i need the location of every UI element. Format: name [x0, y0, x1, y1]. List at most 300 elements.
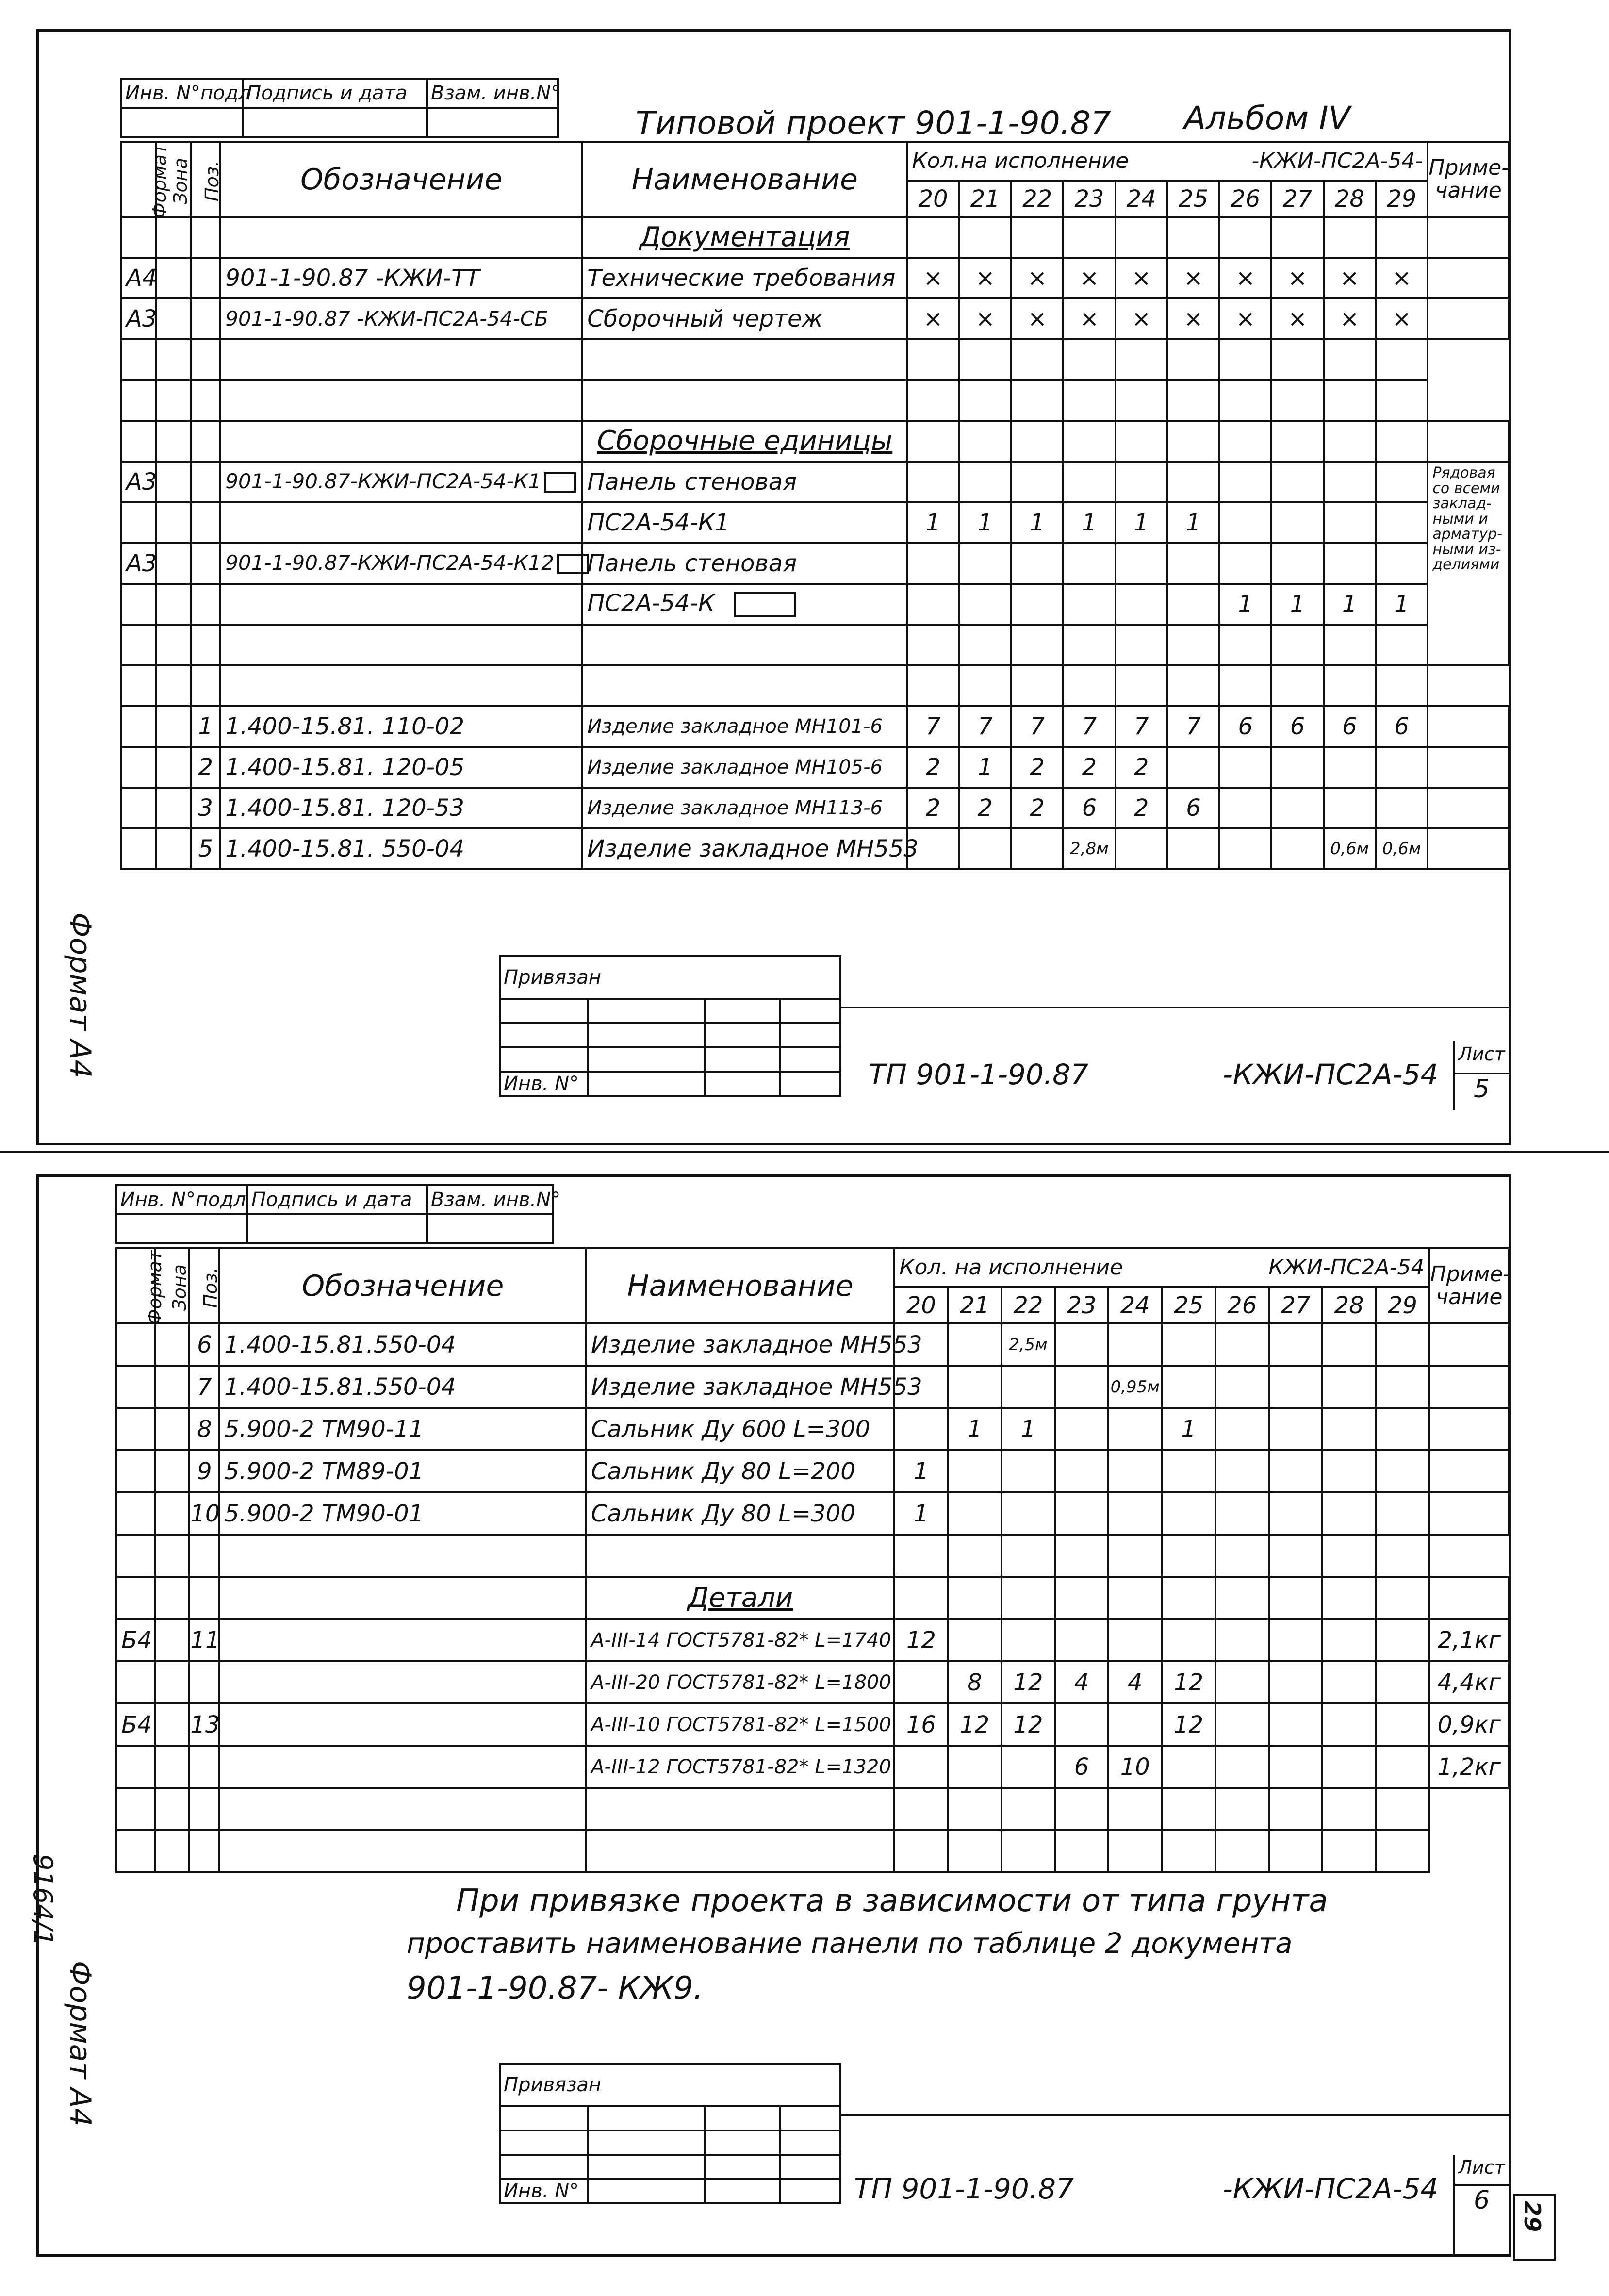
cell-qty: [1063, 543, 1115, 584]
cell-qty: [907, 217, 959, 258]
table-row: [116, 1492, 1509, 1535]
cell-name: [582, 747, 907, 788]
cell-empty: [156, 665, 191, 706]
cell-empty: [1322, 1830, 1376, 1872]
cell-qty: [1271, 543, 1323, 584]
cell-qty: [1271, 462, 1323, 502]
table-row: [116, 1703, 1509, 1746]
cell-empty: [155, 1788, 189, 1830]
cell-qty: [1376, 502, 1428, 543]
cell-qty: [1376, 421, 1428, 462]
cell-qty: [1322, 1661, 1376, 1703]
cell-empty: [1271, 339, 1323, 380]
cell-empty: [116, 1830, 155, 1872]
cell-empty: [1324, 380, 1376, 421]
cell-empty: [582, 665, 907, 706]
cell-qty: 1: [1116, 502, 1167, 543]
cell-format: А4: [121, 258, 156, 298]
cell-pos: 1: [191, 706, 220, 747]
cell-note: [1428, 421, 1509, 462]
cell-qty: [1002, 1366, 1055, 1408]
cell-empty: [1271, 380, 1323, 421]
cell-designation: [220, 502, 582, 543]
name-text: А-III-12 ГОСТ5781-82* L=1320: [591, 1755, 891, 1778]
cell-pos: 5: [191, 828, 220, 869]
cell-format: Б4: [116, 1703, 155, 1746]
cell-empty: [1324, 625, 1376, 665]
cell-qty: [1324, 462, 1376, 502]
cell-name: [582, 788, 907, 828]
cell-zone: [156, 258, 191, 298]
cell-empty: [116, 1535, 155, 1577]
bottom-format-label: Формат А4: [63, 1961, 97, 2127]
cell-qty: [1219, 502, 1271, 543]
cell-name: [582, 298, 907, 339]
cell-note: [1428, 298, 1509, 339]
cell-qty: 12: [894, 1619, 948, 1661]
cell-zone: [155, 1492, 189, 1535]
cell-qty: 6: [1271, 706, 1323, 747]
cell-qty: [1376, 1408, 1429, 1450]
cell-designation: [219, 1577, 586, 1619]
cell-format: [116, 1577, 155, 1619]
cell-format: [121, 747, 156, 788]
table-row: [116, 1535, 1509, 1577]
cell-empty: [894, 1830, 948, 1872]
cell-qty: ×: [959, 298, 1011, 339]
bottom-code-left: ТП 901-1-90.87: [854, 2172, 1074, 2205]
hdr-col-22: 22: [1011, 181, 1063, 217]
section-title: Сборочные единицы: [582, 421, 907, 462]
name-text: А-III-14 ГОСТ5781-82* L=1740: [591, 1629, 891, 1652]
stamp-cell-sign: Подпись и дата: [243, 79, 427, 108]
cell-qty: [1002, 1492, 1055, 1535]
cell-qty: ×: [1116, 258, 1167, 298]
designation-text: 1.400-15.81.550-04: [224, 1331, 456, 1358]
cell-qty: [1162, 1323, 1215, 1366]
cell-name: [582, 543, 907, 584]
cell-name: [586, 1408, 894, 1450]
cell-empty: [948, 1788, 1002, 1830]
cell-qty: [959, 462, 1011, 502]
designation-text: 1.400-15.81. 550-04: [225, 835, 465, 862]
cell-designation: [220, 298, 582, 339]
cell-qty: [1324, 421, 1376, 462]
blank-box: [544, 472, 576, 493]
cell-qty: [1011, 462, 1063, 502]
cell-empty: [220, 625, 582, 665]
hdr-col-24: 24: [1108, 1287, 1162, 1323]
hdr-col-24: 24: [1116, 181, 1167, 217]
cell-qty: 2: [959, 788, 1011, 828]
cell-zone: [156, 584, 191, 625]
cell-designation: [219, 1746, 586, 1788]
cell-qty: [894, 1577, 948, 1619]
cell-empty: [220, 380, 582, 421]
table-row: [121, 380, 1509, 421]
cell-empty: [948, 1830, 1002, 1872]
cell-qty: ×: [1219, 298, 1271, 339]
cell-qty: [1219, 788, 1271, 828]
cell-empty: [948, 1535, 1002, 1577]
cell-qty: 1: [1167, 502, 1219, 543]
hdr-note: Приме-чание: [1428, 142, 1509, 217]
cell-empty: [1063, 380, 1115, 421]
cell-name: [586, 1492, 894, 1535]
cell-note: 2,1кг: [1429, 1619, 1510, 1661]
hdr-col-27: 27: [1271, 181, 1323, 217]
cell-qty: [1269, 1619, 1322, 1661]
cell-qty: ×: [907, 258, 959, 298]
designation-text: 5.900-2 ТМ90-11: [224, 1415, 424, 1443]
cell-empty: [1215, 1535, 1269, 1577]
cell-qty: 1: [894, 1492, 948, 1535]
designation-text: 5.900-2 ТМ89-01: [224, 1457, 424, 1485]
cell-qty: ×: [1063, 298, 1115, 339]
cell-qty: 7: [907, 706, 959, 747]
table-row: [121, 543, 1509, 584]
top-spec-table: [120, 141, 1510, 870]
cell-qty: [1063, 584, 1115, 625]
cell-qty: 8: [948, 1661, 1002, 1703]
cell-qty: [1215, 1746, 1269, 1788]
cell-qty: [1055, 1323, 1108, 1366]
table-row: [116, 1577, 1509, 1619]
table-row: [121, 747, 1509, 788]
cell-qty: 2: [1116, 788, 1167, 828]
cell-qty: [1322, 1323, 1376, 1366]
cell-empty: [1167, 339, 1219, 380]
cell-format: [121, 706, 156, 747]
table-row: [116, 1661, 1509, 1703]
cell-empty: [959, 625, 1011, 665]
top-list-number: 5: [1453, 1073, 1510, 1104]
cell-name: [582, 462, 907, 502]
name-text: А-III-10 ГОСТ5781-82* L=1500: [591, 1713, 891, 1736]
cell-qty: [1108, 1323, 1162, 1366]
cell-qty: [1271, 828, 1323, 869]
cell-qty: [1271, 747, 1323, 788]
name-text: Изделие закладное МН105-6: [587, 756, 883, 778]
cell-note: 1,2кг: [1429, 1746, 1510, 1788]
cell-qty: 1: [1324, 584, 1376, 625]
cell-empty: [220, 665, 582, 706]
cell-empty: [894, 1535, 948, 1577]
cell-zone: [155, 1323, 189, 1366]
doc-title: Типовой проект 901-1-90.87: [636, 104, 1111, 142]
cell-designation: [220, 706, 582, 747]
cell-pos: [191, 584, 220, 625]
cell-qty: ×: [907, 298, 959, 339]
cell-empty: [1011, 665, 1063, 706]
cell-pos: 2: [191, 747, 220, 788]
cell-qty: [1324, 788, 1376, 828]
cell-empty: [191, 380, 220, 421]
cell-qty: [1063, 217, 1115, 258]
cell-zone: [155, 1366, 189, 1408]
cell-qty: [1322, 1408, 1376, 1450]
cell-qty: [1322, 1492, 1376, 1535]
cell-qty: [1162, 1619, 1215, 1661]
cell-qty: [1376, 1577, 1429, 1619]
cell-qty: [1116, 828, 1167, 869]
name-text: Изделие закладное МН553: [591, 1373, 922, 1401]
cell-format: [116, 1746, 155, 1788]
cell-qty: 12: [948, 1703, 1002, 1746]
cell-qty: [1376, 747, 1428, 788]
cell-empty: [1055, 1788, 1108, 1830]
cell-qty: 7: [1011, 706, 1063, 747]
cell-pos: 8: [189, 1408, 219, 1450]
cell-qty: ×: [1063, 258, 1115, 298]
cell-qty: [1055, 1450, 1108, 1492]
cell-zone: [155, 1577, 189, 1619]
cell-empty: [191, 339, 220, 380]
cell-qty: [1162, 1746, 1215, 1788]
cell-qty: [1322, 1703, 1376, 1746]
cell-qty: [1322, 1746, 1376, 1788]
cell-qty: [948, 1323, 1002, 1366]
cell-qty: 1: [1063, 502, 1115, 543]
cell-qty: 1: [959, 502, 1011, 543]
table-row: [121, 828, 1509, 869]
cell-empty: [1167, 665, 1219, 706]
designation-text: 901-1-90.87-КЖИ-ПС2А-54-К1: [225, 469, 542, 493]
cell-empty: [219, 1535, 586, 1577]
cell-qty: [1376, 1492, 1429, 1535]
table-row: [121, 788, 1509, 828]
cell-pos: 13: [189, 1703, 219, 1746]
table-row: [121, 421, 1509, 462]
top-format-label: Формат А4: [63, 912, 97, 1078]
cell-empty: [1108, 1830, 1162, 1872]
cell-qty: [1269, 1577, 1322, 1619]
name-text: ПС2А-54-К: [587, 589, 715, 617]
cell-qty: 10: [1108, 1746, 1162, 1788]
cell-zone: [156, 788, 191, 828]
cell-format: А3: [121, 298, 156, 339]
cell-qty: 2: [1011, 747, 1063, 788]
table-row: [121, 665, 1509, 706]
cell-qty: 7: [1063, 706, 1115, 747]
cell-empty: [1116, 665, 1167, 706]
cell-empty: [155, 1830, 189, 1872]
bottom-approval-stamp: [115, 1184, 561, 1244]
cell-empty: [959, 665, 1011, 706]
cell-empty: [1002, 1830, 1055, 1872]
cell-empty: [959, 339, 1011, 380]
cell-qty: [1108, 1450, 1162, 1492]
cell-qty: 12: [1162, 1703, 1215, 1746]
cell-qty: ×: [1116, 298, 1167, 339]
hdr-name: Наименование: [582, 142, 907, 217]
cell-empty: [1116, 380, 1167, 421]
cell-qty: [1116, 584, 1167, 625]
cell-name: [586, 1366, 922, 1408]
cell-note: Рядовая со всеми заклад-ными и арматур-ными из-делиями: [1428, 462, 1509, 665]
cell-qty: [1011, 217, 1063, 258]
cell-qty: 1: [959, 747, 1011, 788]
hdr-col-21: 21: [948, 1287, 1002, 1323]
cell-empty: [586, 1830, 894, 1872]
cell-designation: [220, 217, 582, 258]
cell-qty: 12: [1002, 1703, 1055, 1746]
cell-qty: [1324, 747, 1376, 788]
cell-qty: [1322, 1619, 1376, 1661]
cell-zone: [156, 706, 191, 747]
inv-label: Инв. N°: [500, 2179, 588, 2203]
cell-qty: [1376, 1661, 1429, 1703]
cell-qty: [1108, 1703, 1162, 1746]
cell-empty: [1055, 1830, 1108, 1872]
cell-format: [121, 584, 156, 625]
cell-qty: [1376, 1450, 1429, 1492]
cell-qty: [1162, 1577, 1215, 1619]
cell-empty: [1269, 1830, 1322, 1872]
hdr-col-26: 26: [1219, 181, 1271, 217]
cell-qty: [907, 543, 959, 584]
cell-zone: [155, 1661, 189, 1703]
cell-qty: [1215, 1408, 1269, 1450]
hdr-note: Приме-чание: [1429, 1248, 1510, 1323]
cell-qty: 1: [1376, 584, 1428, 625]
privyazan-label: Привязан: [500, 956, 840, 999]
cell-qty: 1: [948, 1408, 1002, 1450]
cell-zone: [155, 1450, 189, 1492]
cell-qty: [1108, 1619, 1162, 1661]
cell-qty: [1167, 828, 1219, 869]
cell-empty: [586, 1788, 894, 1830]
cell-format: [116, 1450, 155, 1492]
cell-qty: [1219, 462, 1271, 502]
table-row: [116, 1746, 1509, 1788]
cell-qty: [959, 828, 1011, 869]
name-text: Панель стеновая: [587, 468, 797, 496]
name-text: ПС2А-54-К1: [587, 509, 730, 536]
cell-qty: 2: [1063, 747, 1115, 788]
cell-qty: ×: [959, 258, 1011, 298]
cell-qty: [1376, 1619, 1429, 1661]
cell-qty: [1271, 502, 1323, 543]
cell-empty: [1167, 625, 1219, 665]
hdr-zone: Зона: [156, 142, 191, 217]
cell-qty: [1322, 1577, 1376, 1619]
hdr-col-28: 28: [1324, 181, 1376, 217]
name-text: Сальник Ду 80 L=300: [591, 1500, 855, 1527]
cell-qty: [1167, 584, 1219, 625]
cell-qty: [1108, 1577, 1162, 1619]
cell-empty: [1269, 1535, 1322, 1577]
hdr-format: Формат: [116, 1248, 155, 1323]
blank-box: [557, 554, 589, 574]
page-number: 29: [1519, 2200, 1545, 2232]
cell-name: [586, 1450, 894, 1492]
cell-qty: [1215, 1366, 1269, 1408]
cell-note: [1429, 1450, 1510, 1492]
cell-qty: [1219, 747, 1271, 788]
cell-qty: [1219, 543, 1271, 584]
cell-qty: [948, 1577, 1002, 1619]
cell-name: [582, 706, 907, 747]
cell-qty: [1116, 217, 1167, 258]
cell-note: [1429, 1577, 1510, 1619]
hdr-col-21: 21: [959, 181, 1011, 217]
cell-zone: [156, 747, 191, 788]
cell-qty: [1215, 1703, 1269, 1746]
cell-qty: ×: [1376, 298, 1428, 339]
blank-box: [734, 592, 796, 617]
cell-qty: 1: [1011, 502, 1063, 543]
stamp-cell-inv: Инв. N°подл: [121, 79, 243, 108]
cell-qty: [1002, 1450, 1055, 1492]
cell-note: [1429, 1323, 1510, 1366]
inv-label: Инв. N°: [500, 1072, 588, 1096]
cell-name: [582, 258, 907, 298]
cell-qty: [1376, 543, 1428, 584]
cell-qty: [1167, 747, 1219, 788]
cell-format: [116, 1492, 155, 1535]
cell-empty: [907, 665, 959, 706]
cell-qty: [1063, 462, 1115, 502]
cell-empty: [1376, 1788, 1429, 1830]
cell-empty: [1055, 1535, 1108, 1577]
table-row: [121, 258, 1509, 298]
cell-qty: 0,6м: [1376, 828, 1428, 869]
designation-text: 1.400-15.81.550-04: [224, 1373, 456, 1401]
designation-text: 901-1-90.87 -КЖИ-ПС2А-54-СБ: [225, 307, 549, 330]
cell-qty: [1002, 1577, 1055, 1619]
table-row: [121, 625, 1509, 665]
bottom-note-line-3: 901-1-90.87- КЖ9.: [407, 1970, 704, 2006]
table-row: [121, 217, 1509, 258]
cell-pos: 10: [189, 1492, 219, 1535]
cell-empty: [1219, 665, 1271, 706]
cell-zone: [156, 298, 191, 339]
cell-qty: 1: [1002, 1408, 1055, 1450]
cell-format: [121, 421, 156, 462]
hdr-name: Наименование: [586, 1248, 894, 1323]
cell-qty: [1055, 1577, 1108, 1619]
cell-qty: [1271, 788, 1323, 828]
cell-qty: 0,95м: [1108, 1366, 1162, 1408]
hdr-col-27: 27: [1269, 1287, 1322, 1323]
cell-qty: [1162, 1450, 1215, 1492]
cell-qty: ×: [1271, 258, 1323, 298]
cell-empty: [1271, 665, 1323, 706]
cell-note: [1429, 1492, 1510, 1535]
cell-empty: [220, 339, 582, 380]
cell-qty: [1116, 421, 1167, 462]
bottom-list-label: Лист: [1458, 2157, 1505, 2178]
bottom-note-line-1: При привязке проекта в зависимости от типа грунта: [456, 1883, 1328, 1919]
cell-empty: [1116, 339, 1167, 380]
cell-qty: [959, 421, 1011, 462]
cell-pos: [191, 543, 220, 584]
cell-qty: [1271, 421, 1323, 462]
cell-qty: 0,6м: [1324, 828, 1376, 869]
hdr-zone: Зона: [155, 1248, 189, 1323]
cell-qty: 6: [1219, 706, 1271, 747]
cell-qty: [1376, 788, 1428, 828]
cell-qty: ×: [1167, 258, 1219, 298]
cell-format: [121, 217, 156, 258]
cell-zone: [156, 543, 191, 584]
cell-qty: ×: [1376, 258, 1428, 298]
hdr-col-25: 25: [1162, 1287, 1215, 1323]
cell-pos: [191, 421, 220, 462]
cell-zone: [156, 217, 191, 258]
hdr-col-25: 25: [1167, 181, 1219, 217]
